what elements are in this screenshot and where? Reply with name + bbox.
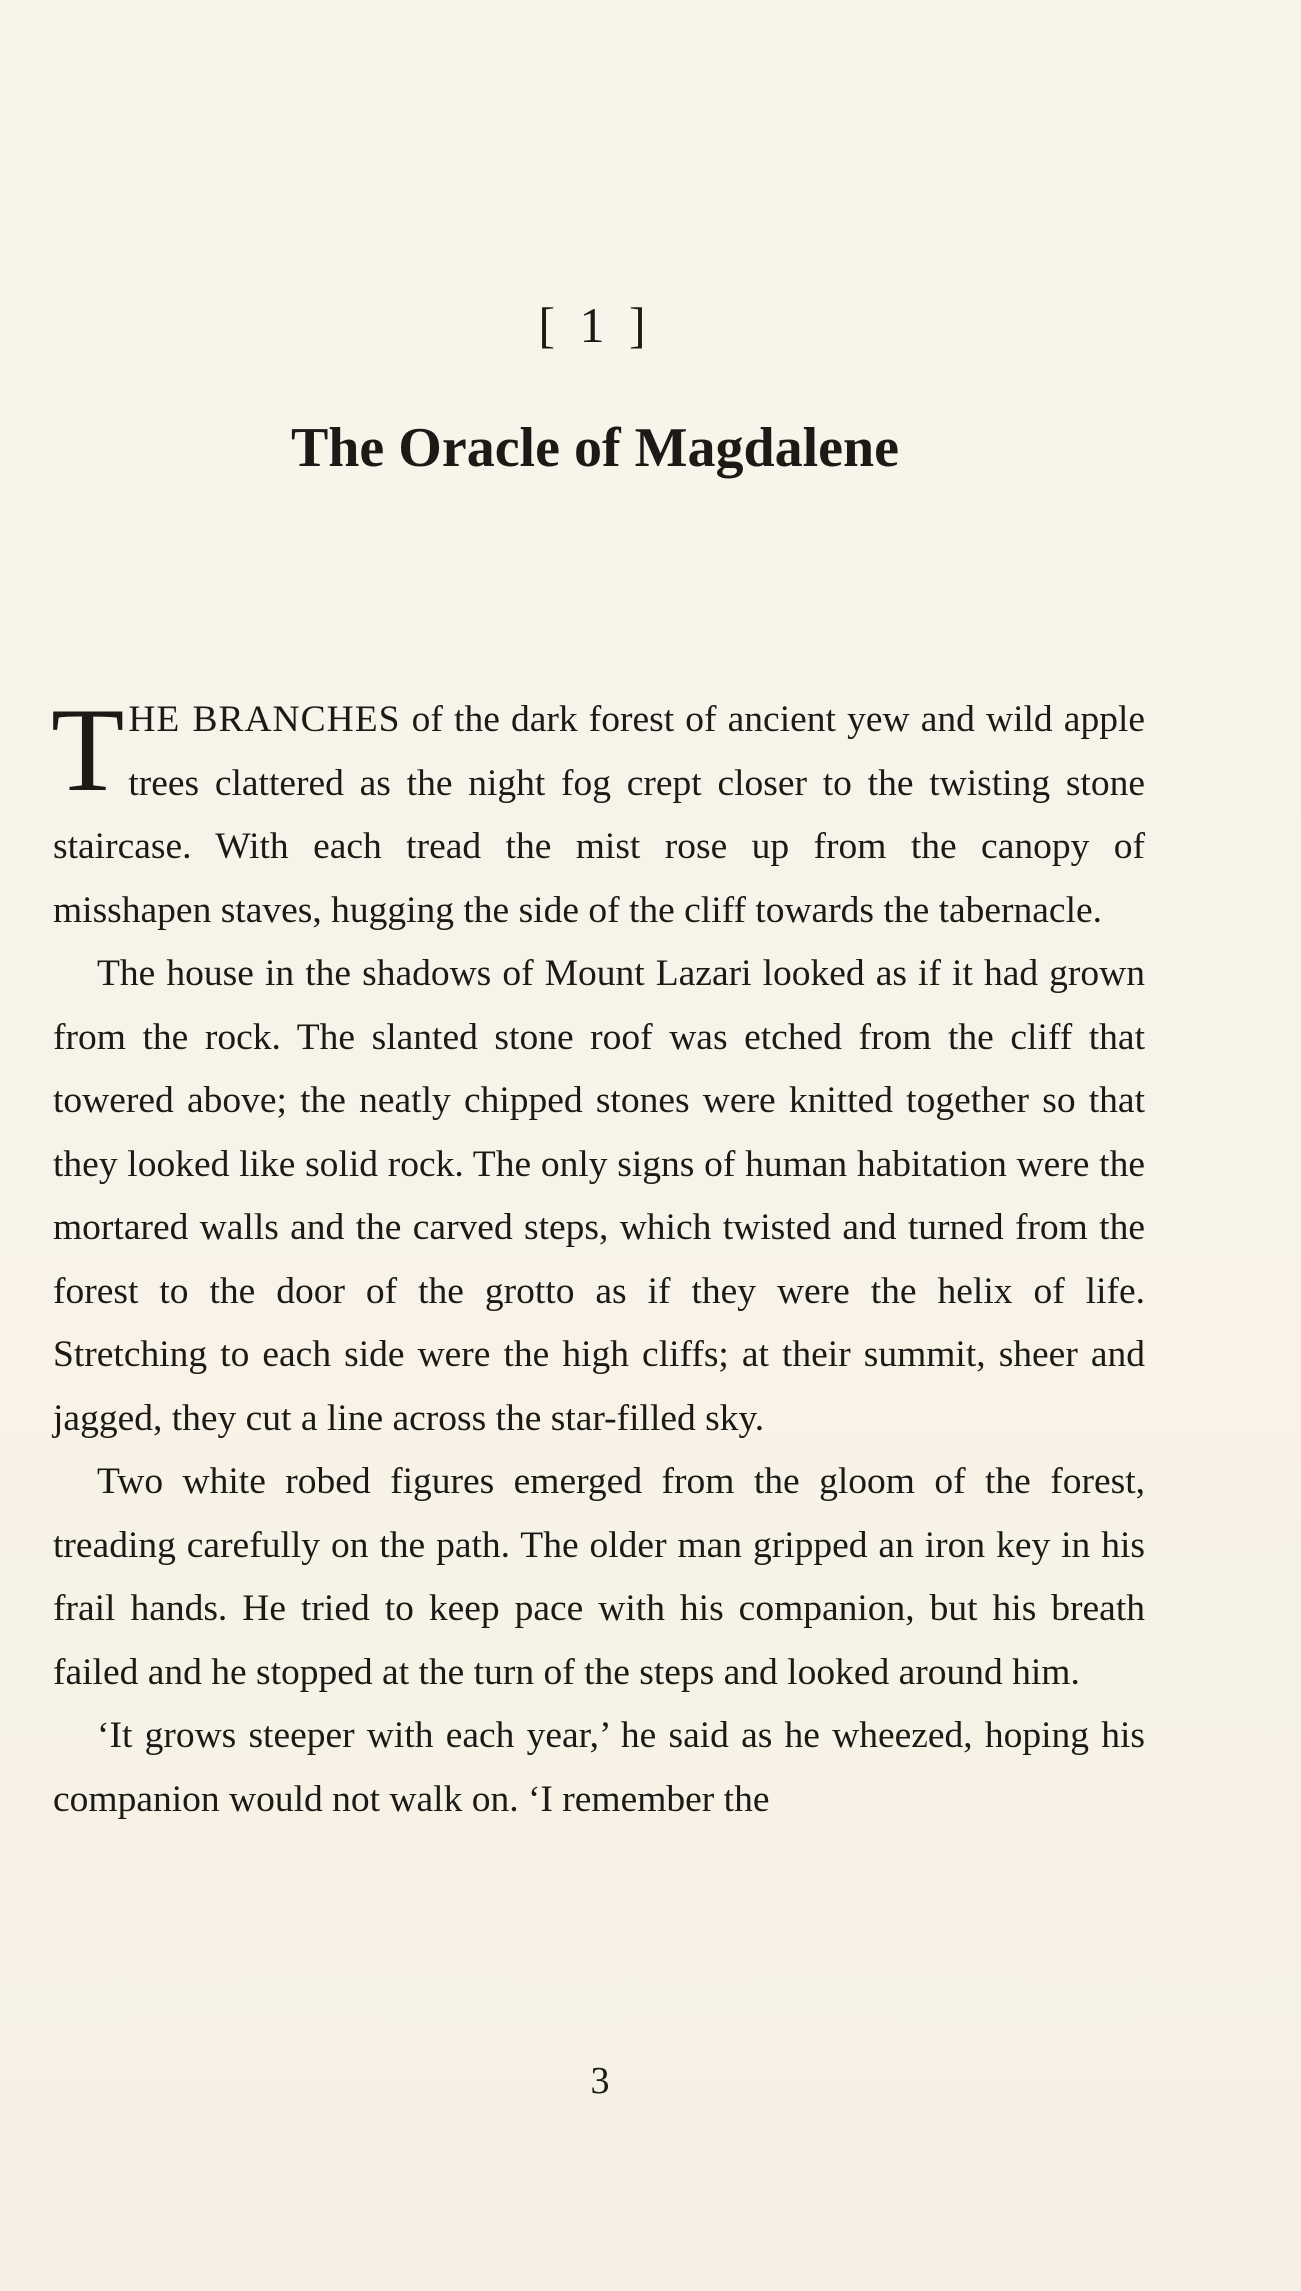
body-text: [51, 683, 1146, 1831]
paragraph-text: of the dark forest of ancient yew and wild apple trees clattered as the night fog crept closer to the twisting stone staircase. With each tread the mist rose up from the canopy of misshapen staves, hugging the side of the cliff towards the tabernacle.: [53, 699, 1146, 931]
page-number: 3: [590, 2060, 610, 2102]
paragraph-3: Two white robed figures emerged from the gloom of the forest, treading carefully on the path. The older man gripped an iron key in his frail hands. He tried to keep pace with his companion, but his breath failed and he stopped at the turn of the steps and looked around him.: [53, 1461, 1145, 1693]
lead-in-caps: HE BRANCHES: [128, 699, 401, 740]
paragraph-2: The house in the shadows of Mount Lazari looked as if it had grown from the rock. The slanted stone roof was etched from the cliff that towered above; the neatly chipped stones were knitted together so that they looked like solid rock. The only signs of human habitation were the mortared walls and the carved steps, which twisted and turned from the forest to the door of the grotto as if they were the helix of life. Stretching to each side were the high cliffs; at their summit, sheer and jagged, they cut a line across the star-filled sky.: [53, 953, 1145, 1439]
paragraph-4: ‘It grows steeper with each year,’ he said as he wheezed, hoping his companion would not walk on. ‘I remember the: [53, 1715, 1145, 1820]
chapter-title: The Oracle of Magdalene: [290, 417, 900, 479]
drop-cap: T: [51, 683, 125, 816]
paragraph-1: [51, 683, 1146, 942]
chapter-number: [ 1 ]: [538, 297, 652, 353]
